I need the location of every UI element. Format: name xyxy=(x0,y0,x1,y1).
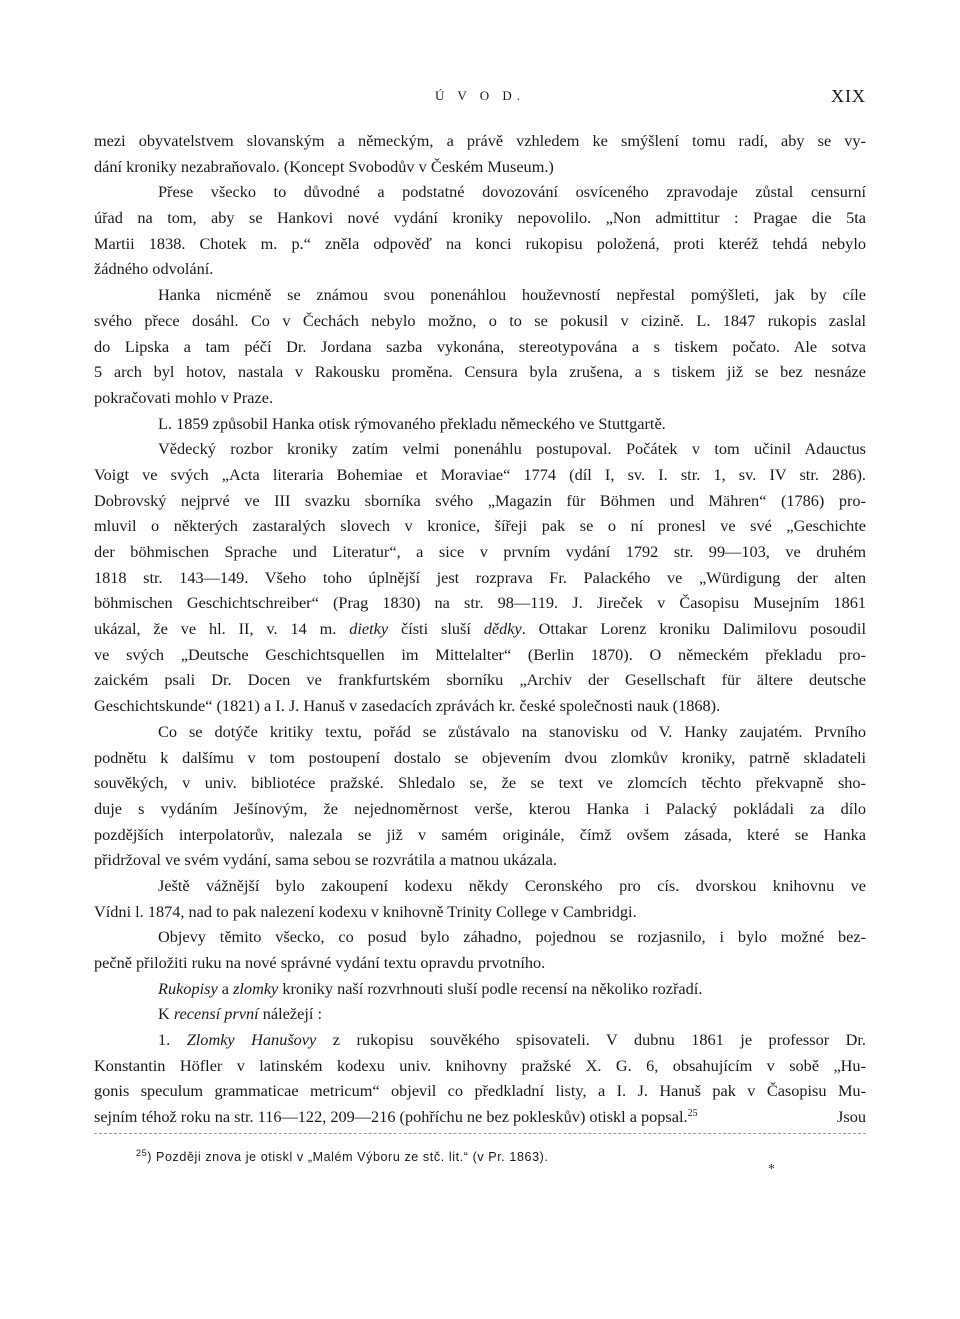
running-head xyxy=(0,86,960,110)
text-line: svého přece dosáhl. Co v Čechách nebylo možno, o to se pokusil v cizině. L. 1847 rukopis zaslal xyxy=(94,310,866,330)
text-line: Geschichtskunde“ (1821) a I. J. Hanuš v zasedacích zprávách kr. české společnosti nauk (1868). xyxy=(94,696,721,716)
text-line: pečně přiložiti ruku na nové správné vydání textu opravdu prvotního. xyxy=(94,953,546,972)
text-line: der böhmischen Sprache und Literatur“, a sice v prvním vydání 1792 str. 99—103, ve druhém xyxy=(94,542,866,561)
text-line: do Lipska a tam péčí Dr. Jordana sazba vykonána, stereotypována a s tiskem počato. Ale sotva xyxy=(94,336,866,356)
line-text-end: Jsou xyxy=(837,1107,866,1127)
text-line: dání kroniky nezabraňovalo. (Koncept Svobodův v Českém Museum.) xyxy=(94,156,554,176)
text-line: Ještě vážnější bylo zakoupení kodexu někdy Ceronského pro cís. dvorskou knihovnu ve xyxy=(158,875,866,895)
text-line: Co se dotýče kritiky textu, pořád se zůstávalo na stanovisku od V. Hanky zaujatém. Prvního xyxy=(158,721,866,741)
text-line: Dobrovský nejprvé ve III svazku sborníka svého „Magazin für Böhmen und Mähren“ (1786) pro- xyxy=(94,490,866,510)
text-line xyxy=(94,1104,866,1130)
text-line: gonis speculum grammaticae metricum“ objevil co předkladní listy, a I. J. Hanuš pak v Časopisu Mu- xyxy=(94,1081,866,1101)
text-line: Objevy těmito všecko, co posud bylo záhadno, pojednou se rozjasnilo, i bylo možné bez- xyxy=(158,927,866,947)
italic-term: zlomky xyxy=(233,978,279,998)
italic-term: Rukopisy xyxy=(158,978,218,998)
running-title: Ú V O D. xyxy=(434,88,526,103)
text-line: mluvil o některých zastaralých slovech v kronice, šířeji pak se o ní pronesl ve své „Geschichte xyxy=(94,516,866,536)
footnote-marker: 25 xyxy=(136,1148,148,1158)
page-number: XIX xyxy=(831,86,866,106)
text-line: přidržoval ve svém vydání, sama sebou se rozvrátila a matnou ukázala. xyxy=(94,850,557,870)
signature-mark: * xyxy=(768,1162,775,1177)
text-line: Konstantin Höfler v latinském kodexu univ. knihovny pražské X. G. 6, obsahujícím v sobě „Hu- xyxy=(94,1055,866,1075)
text-line: podnětu k dalšímu v tom postoupení dostalo se objevením dvou zlomkův kroniky, patrně skladateli xyxy=(94,747,866,767)
text-line: pokračovati mohlo v Praze. xyxy=(94,387,274,407)
text-line: ukázal, že ve hl. II, v. 14 m. dietky čísti sluší dědky. Ottakar Lorenz kroniku Dalimilovu posoudil xyxy=(94,619,866,639)
text-line: Voigt ve svých „Acta literaria Bohemiae et Moraviae“ 1774 (díl I, sv. I. str. 1, sv. IV str. 286). xyxy=(94,464,866,484)
text-line: 1818 str. 143—149. Všeho toho úplnější jest rozprava Fr. Palackého ve „Würdigung der alten xyxy=(94,567,866,587)
text-line: zaickém psali Dr. Docen ve frankfurtském sborníku „Archiv der Gesellschaft für ältere deutsche xyxy=(94,670,866,690)
text-line: 5 arch byl hotov, nastala v Rakousku proměna. Censura byla zrušena, a s tiskem již se bez nesnáze xyxy=(94,362,866,382)
text-line: souvěkých, v univ. bibliotéce pražské. Shledalo se, že se text ve zlomcích těchto překvapně sho- xyxy=(94,773,866,793)
text-line: Martii 1838. Chotek m. p.“ zněla odpověď na konci rukopisu položená, proti kteréž tehdá nebylo xyxy=(94,233,866,253)
footnote xyxy=(136,1150,836,1164)
text-line: mezi obyvatelstvem slovanským a německým, a právě vzhledem ke smýšlení tomu radí, aby se vy- xyxy=(94,131,866,150)
footnote-separator xyxy=(94,1133,866,1134)
text-line: duje s vydáním Ješínovým, že nejednoměrnost verše, kterou Hanka i Palacký pokládali za dílo xyxy=(94,798,866,818)
text-line: 1. Zlomky Hanušovy z rukopisu souvěkého spisovateli. V dubnu 1861 je professor Dr. xyxy=(158,1030,866,1050)
line-text: sejním téhož roku na str. 116—122, 209—216 (pohříchu ne bez pokleskův) otiskl a popsal. xyxy=(94,1107,688,1127)
text-line: böhmischen Geschichtschreiber“ (Prag 1830) na str. 98—119. J. Jireček v Časopisu Musejním 1861 xyxy=(94,593,866,613)
footnote-text: ) Později znova je otiskl v „Malém Výboru ze stč. lit.“ (v Pr. 1863). xyxy=(147,1150,549,1164)
italic-term: recensí první xyxy=(173,1004,259,1024)
text-line: úřad na tom, aby se Hankovi nové vydání kroniky nepovolilo. „Non admittitur : Pragae die 5ta xyxy=(94,208,866,228)
text-line: Vídni l. 1874, nad to pak nalezení kodexu v knihovně Trinity College v Cambridgi. xyxy=(94,901,637,921)
italic-term: dědky xyxy=(483,619,522,639)
italic-term: Zlomky Hanušovy xyxy=(186,1030,317,1050)
text-line: Hanka nicméně se známou svou ponenáhlou houževností nepřestal pomýšleti, jak by cíle xyxy=(158,285,866,305)
text-line: Přese všecko to důvodné a podstatné dovozování osvíceného zpravodaje zůstal censurní xyxy=(158,182,866,202)
text-line: žádného odvolání. xyxy=(94,259,214,279)
text-line: ve svých „Deutsche Geschichtsquellen im Mittelalter“ (Berlin 1870). O německém překladu pro- xyxy=(94,644,866,664)
text-line: Vědecký rozbor kroniky zatím velmi ponenáhlu postupoval. Počátek v tom učinil Adauctus xyxy=(158,439,866,459)
text-line: K recensí první náležejí : xyxy=(158,1004,322,1024)
body-text xyxy=(94,128,866,1130)
text-line: L. 1859 způsobil Hanka otisk rýmovaného překladu německého ve Stuttgartě. xyxy=(158,413,666,433)
italic-term: dietky xyxy=(349,619,389,639)
text-line: Rukopisy a zlomky kroniky naší rozvrhnouti sluší podle recensí na několiko rozřadí. xyxy=(158,978,703,998)
text-line: pozdějších interpolatorův, nalezala se již v samém originále, čímž ovšem zásada, které se Hanka xyxy=(94,824,866,844)
footnote-reference[interactable]: 25 xyxy=(687,1108,698,1120)
